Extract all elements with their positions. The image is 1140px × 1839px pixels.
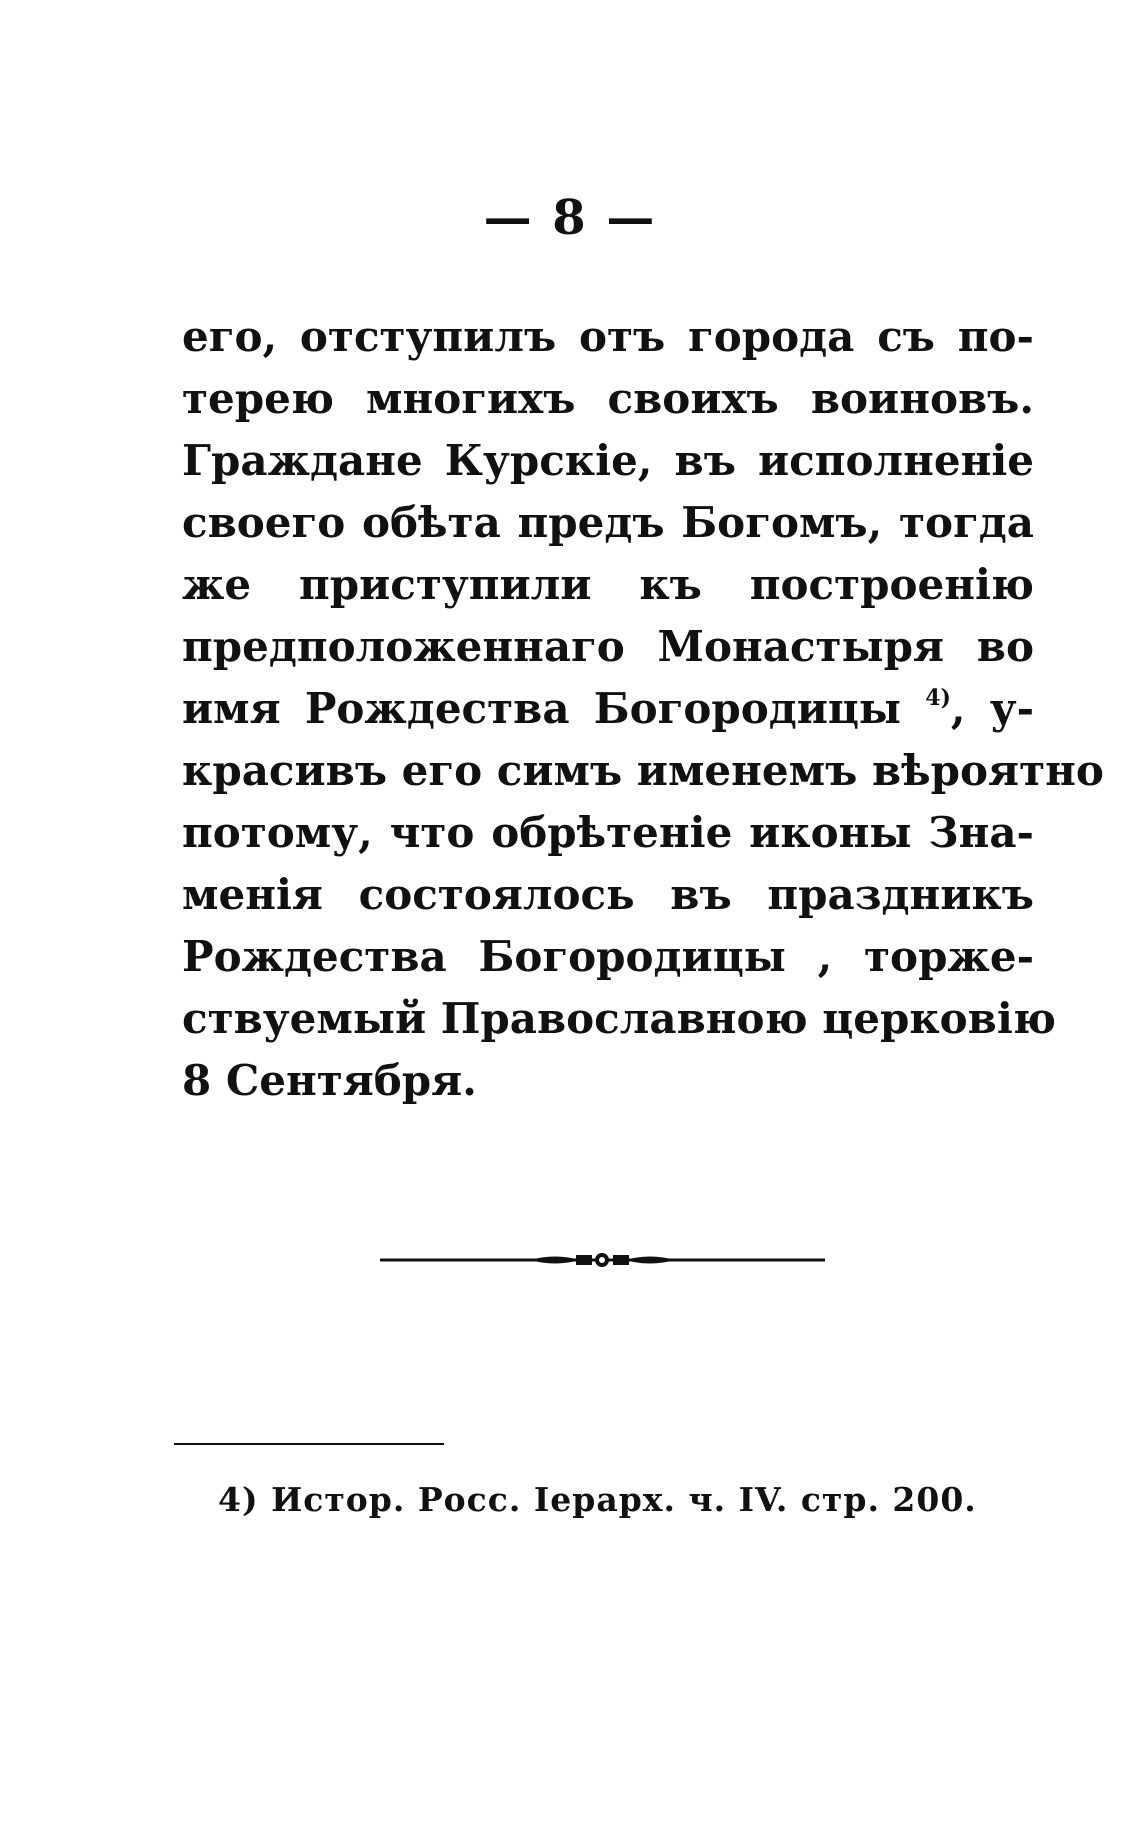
text-line-7-main: имя Рождества Богородицы — [182, 684, 902, 733]
footnote-reference: 4) — [925, 685, 951, 711]
text-line-10: менія состоялось въ праздникъ — [182, 870, 1034, 919]
text-line-7-tail: , у- — [950, 684, 1035, 733]
text-line-13: 8 Сентября. — [182, 1056, 477, 1105]
text-line-11: Рождества Богородицы , торже- — [182, 932, 1034, 981]
text-line-8: красивъ его симъ именемъ вѣроятно — [182, 746, 1104, 795]
text-line-9: потому, что обрѣтеніе иконы Зна- — [182, 808, 1034, 857]
text-line-7 — [182, 678, 1034, 740]
text-line-2: терею многихъ своихъ воиновъ. — [182, 374, 1034, 423]
page-number-header: — 8 — — [483, 190, 657, 246]
main-text-block — [182, 306, 1104, 1112]
text-line-1: его, отступилъ отъ города съ по- — [182, 312, 1034, 361]
footnote-separator — [174, 1443, 444, 1445]
text-line-12: ствуемый Православною церковію — [182, 994, 1056, 1043]
text-line-5: же приступили къ построенію — [182, 560, 1034, 609]
ornamental-divider — [380, 1245, 825, 1275]
text-line-4: своего обѣта предъ Богомъ, тогда — [182, 498, 1034, 547]
text-line-3: Граждане Курскіе, въ исполненіе — [182, 436, 1034, 485]
text-line-6: предположеннаго Монастыря во — [182, 622, 1034, 671]
footnote-text: 4) Истор. Росс. Іерарх. ч. IV. стр. 200. — [218, 1480, 977, 1519]
